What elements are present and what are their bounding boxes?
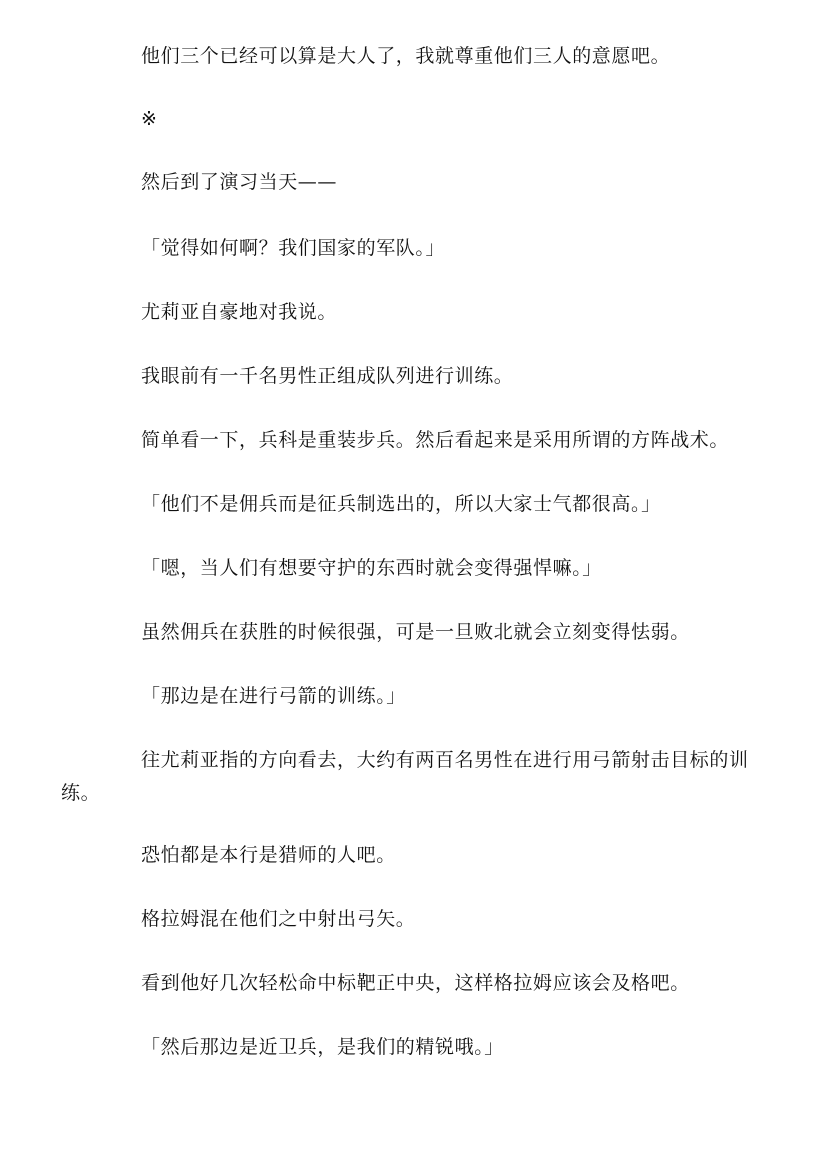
dialogue-line: 「那边是在进行弓箭的训练。」 [141, 685, 406, 707]
paragraph: 然后到了演习当天—— [141, 171, 338, 193]
dialogue-line: 「觉得如何啊？我们国家的军队。」 [141, 237, 446, 259]
paragraph: 看到他好几次轻松命中标靶正中央，这样格拉姆应该会及格吧。 [141, 972, 690, 994]
paragraph: 往尤莉亚指的方向看去，大约有两百名男性在进行用弓箭射击目标的训练。 [61, 749, 749, 804]
paragraph: 格拉姆混在他们之中射出弓矢。 [141, 908, 416, 930]
paragraph: 恐怕都是本行是猎师的人吧。 [141, 844, 396, 866]
dialogue-line: 「他们不是佣兵而是征兵制选出的，所以大家士气都很高。」 [141, 493, 661, 515]
scene-break-mark: ※ [141, 108, 158, 130]
paragraph: 我眼前有一千名男性正组成队列进行训练。 [141, 365, 514, 387]
paragraph: 尤莉亚自豪地对我说。 [141, 301, 338, 323]
dialogue-line: 「然后那边是近卫兵，是我们的精锐哦。」 [141, 1036, 504, 1058]
paragraph: 虽然佣兵在获胜的时候很强，可是一旦败北就会立刻变得怯弱。 [141, 621, 690, 643]
dialogue-line: 「嗯，当人们有想要守护的东西时就会变得强悍嘛。」 [141, 557, 602, 579]
paragraph: 他们三个已经可以算是大人了，我就尊重他们三人的意愿吧。 [141, 45, 671, 67]
paragraph: 简单看一下，兵科是重装步兵。然后看起来是采用所谓的方阵战术。 [141, 429, 730, 451]
